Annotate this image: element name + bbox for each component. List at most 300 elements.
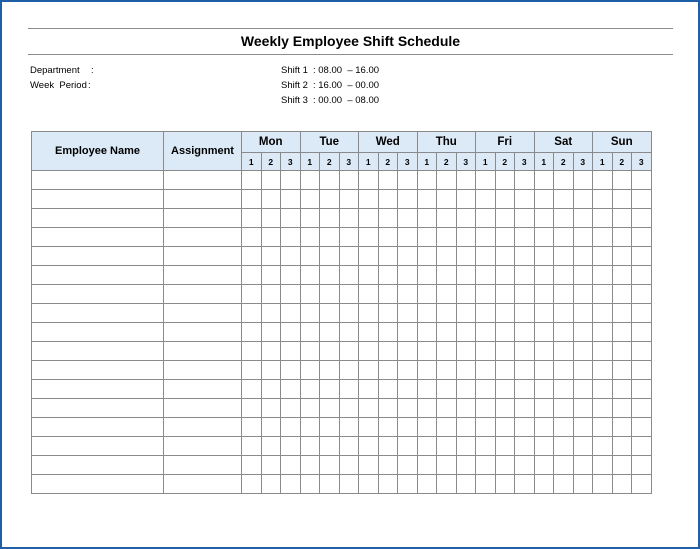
shift-cell[interactable] xyxy=(573,361,593,380)
shift-cell[interactable] xyxy=(632,190,652,209)
shift-cell[interactable] xyxy=(573,190,593,209)
shift-cell[interactable] xyxy=(593,285,613,304)
shift-cell[interactable] xyxy=(281,475,301,494)
shift-cell[interactable] xyxy=(242,437,262,456)
shift-cell[interactable] xyxy=(495,190,515,209)
shift-cell[interactable] xyxy=(398,247,418,266)
shift-cell[interactable] xyxy=(632,323,652,342)
shift-cell[interactable] xyxy=(339,190,359,209)
shift-cell[interactable] xyxy=(612,266,632,285)
shift-cell[interactable] xyxy=(573,247,593,266)
shift-cell[interactable] xyxy=(593,475,613,494)
shift-cell[interactable] xyxy=(554,342,574,361)
shift-cell[interactable] xyxy=(242,266,262,285)
assignment-cell[interactable] xyxy=(164,437,242,456)
shift-cell[interactable] xyxy=(593,209,613,228)
shift-cell[interactable] xyxy=(320,266,340,285)
shift-cell[interactable] xyxy=(242,247,262,266)
shift-cell[interactable] xyxy=(495,361,515,380)
shift-cell[interactable] xyxy=(632,456,652,475)
shift-cell[interactable] xyxy=(320,304,340,323)
shift-cell[interactable] xyxy=(554,475,574,494)
shift-cell[interactable] xyxy=(515,247,535,266)
shift-cell[interactable] xyxy=(261,399,281,418)
shift-cell[interactable] xyxy=(320,190,340,209)
shift-cell[interactable] xyxy=(242,228,262,247)
shift-cell[interactable] xyxy=(359,361,379,380)
shift-cell[interactable] xyxy=(437,304,457,323)
shift-cell[interactable] xyxy=(476,247,496,266)
shift-cell[interactable] xyxy=(339,361,359,380)
shift-cell[interactable] xyxy=(300,209,320,228)
shift-cell[interactable] xyxy=(320,361,340,380)
shift-cell[interactable] xyxy=(534,456,554,475)
shift-cell[interactable] xyxy=(534,475,554,494)
shift-cell[interactable] xyxy=(612,380,632,399)
shift-cell[interactable] xyxy=(612,228,632,247)
shift-cell[interactable] xyxy=(339,399,359,418)
shift-cell[interactable] xyxy=(417,323,437,342)
shift-cell[interactable] xyxy=(378,171,398,190)
shift-cell[interactable] xyxy=(456,190,476,209)
shift-cell[interactable] xyxy=(398,171,418,190)
shift-cell[interactable] xyxy=(612,437,632,456)
shift-cell[interactable] xyxy=(573,475,593,494)
shift-cell[interactable] xyxy=(320,171,340,190)
shift-cell[interactable] xyxy=(534,380,554,399)
shift-cell[interactable] xyxy=(378,456,398,475)
shift-cell[interactable] xyxy=(320,285,340,304)
shift-cell[interactable] xyxy=(515,304,535,323)
shift-cell[interactable] xyxy=(515,437,535,456)
shift-cell[interactable] xyxy=(593,342,613,361)
shift-cell[interactable] xyxy=(593,228,613,247)
shift-cell[interactable] xyxy=(339,456,359,475)
shift-cell[interactable] xyxy=(378,418,398,437)
shift-cell[interactable] xyxy=(554,304,574,323)
shift-cell[interactable] xyxy=(632,361,652,380)
shift-cell[interactable] xyxy=(281,380,301,399)
shift-cell[interactable] xyxy=(573,380,593,399)
shift-cell[interactable] xyxy=(476,323,496,342)
assignment-cell[interactable] xyxy=(164,361,242,380)
shift-cell[interactable] xyxy=(398,342,418,361)
shift-cell[interactable] xyxy=(534,437,554,456)
shift-cell[interactable] xyxy=(593,304,613,323)
shift-cell[interactable] xyxy=(476,437,496,456)
assignment-cell[interactable] xyxy=(164,418,242,437)
shift-cell[interactable] xyxy=(456,285,476,304)
shift-cell[interactable] xyxy=(300,437,320,456)
shift-cell[interactable] xyxy=(378,266,398,285)
shift-cell[interactable] xyxy=(573,266,593,285)
employee-name-cell[interactable] xyxy=(32,456,164,475)
shift-cell[interactable] xyxy=(534,285,554,304)
shift-cell[interactable] xyxy=(534,266,554,285)
shift-cell[interactable] xyxy=(437,342,457,361)
shift-cell[interactable] xyxy=(398,418,418,437)
shift-cell[interactable] xyxy=(320,380,340,399)
shift-cell[interactable] xyxy=(300,361,320,380)
shift-cell[interactable] xyxy=(495,228,515,247)
shift-cell[interactable] xyxy=(534,171,554,190)
shift-cell[interactable] xyxy=(554,266,574,285)
shift-cell[interactable] xyxy=(456,247,476,266)
shift-cell[interactable] xyxy=(495,304,515,323)
shift-cell[interactable] xyxy=(534,190,554,209)
shift-cell[interactable] xyxy=(495,171,515,190)
shift-cell[interactable] xyxy=(359,437,379,456)
shift-cell[interactable] xyxy=(495,456,515,475)
shift-cell[interactable] xyxy=(281,209,301,228)
shift-cell[interactable] xyxy=(339,247,359,266)
shift-cell[interactable] xyxy=(437,437,457,456)
shift-cell[interactable] xyxy=(612,323,632,342)
shift-cell[interactable] xyxy=(242,304,262,323)
shift-cell[interactable] xyxy=(534,304,554,323)
shift-cell[interactable] xyxy=(417,456,437,475)
shift-cell[interactable] xyxy=(554,361,574,380)
shift-cell[interactable] xyxy=(359,399,379,418)
shift-cell[interactable] xyxy=(612,304,632,323)
shift-cell[interactable] xyxy=(476,342,496,361)
shift-cell[interactable] xyxy=(632,171,652,190)
shift-cell[interactable] xyxy=(515,380,535,399)
shift-cell[interactable] xyxy=(495,266,515,285)
shift-cell[interactable] xyxy=(320,247,340,266)
shift-cell[interactable] xyxy=(300,399,320,418)
shift-cell[interactable] xyxy=(515,456,535,475)
shift-cell[interactable] xyxy=(378,247,398,266)
shift-cell[interactable] xyxy=(515,228,535,247)
shift-cell[interactable] xyxy=(320,418,340,437)
shift-cell[interactable] xyxy=(398,190,418,209)
shift-cell[interactable] xyxy=(554,418,574,437)
shift-cell[interactable] xyxy=(281,437,301,456)
shift-cell[interactable] xyxy=(261,361,281,380)
shift-cell[interactable] xyxy=(359,418,379,437)
shift-cell[interactable] xyxy=(456,475,476,494)
shift-cell[interactable] xyxy=(417,342,437,361)
shift-cell[interactable] xyxy=(281,190,301,209)
shift-cell[interactable] xyxy=(573,323,593,342)
shift-cell[interactable] xyxy=(632,418,652,437)
shift-cell[interactable] xyxy=(242,342,262,361)
shift-cell[interactable] xyxy=(300,171,320,190)
shift-cell[interactable] xyxy=(612,399,632,418)
shift-cell[interactable] xyxy=(593,247,613,266)
shift-cell[interactable] xyxy=(476,475,496,494)
shift-cell[interactable] xyxy=(437,418,457,437)
shift-cell[interactable] xyxy=(495,437,515,456)
shift-cell[interactable] xyxy=(261,380,281,399)
shift-cell[interactable] xyxy=(632,399,652,418)
shift-cell[interactable] xyxy=(261,247,281,266)
shift-cell[interactable] xyxy=(554,456,574,475)
shift-cell[interactable] xyxy=(573,171,593,190)
shift-cell[interactable] xyxy=(242,209,262,228)
shift-cell[interactable] xyxy=(437,456,457,475)
shift-cell[interactable] xyxy=(261,171,281,190)
shift-cell[interactable] xyxy=(261,304,281,323)
shift-cell[interactable] xyxy=(437,190,457,209)
shift-cell[interactable] xyxy=(534,361,554,380)
shift-cell[interactable] xyxy=(573,399,593,418)
shift-cell[interactable] xyxy=(612,418,632,437)
shift-cell[interactable] xyxy=(515,342,535,361)
shift-cell[interactable] xyxy=(632,437,652,456)
shift-cell[interactable] xyxy=(554,380,574,399)
shift-cell[interactable] xyxy=(378,209,398,228)
shift-cell[interactable] xyxy=(261,475,281,494)
shift-cell[interactable] xyxy=(242,456,262,475)
shift-cell[interactable] xyxy=(359,342,379,361)
shift-cell[interactable] xyxy=(437,285,457,304)
shift-cell[interactable] xyxy=(339,323,359,342)
shift-cell[interactable] xyxy=(495,475,515,494)
employee-name-cell[interactable] xyxy=(32,171,164,190)
shift-cell[interactable] xyxy=(612,285,632,304)
shift-cell[interactable] xyxy=(437,266,457,285)
shift-cell[interactable] xyxy=(320,342,340,361)
shift-cell[interactable] xyxy=(476,171,496,190)
employee-name-cell[interactable] xyxy=(32,418,164,437)
shift-cell[interactable] xyxy=(417,418,437,437)
shift-cell[interactable] xyxy=(437,475,457,494)
shift-cell[interactable] xyxy=(593,266,613,285)
shift-cell[interactable] xyxy=(573,437,593,456)
shift-cell[interactable] xyxy=(476,285,496,304)
shift-cell[interactable] xyxy=(320,437,340,456)
shift-cell[interactable] xyxy=(573,209,593,228)
shift-cell[interactable] xyxy=(398,228,418,247)
shift-cell[interactable] xyxy=(300,380,320,399)
shift-cell[interactable] xyxy=(359,209,379,228)
shift-cell[interactable] xyxy=(612,171,632,190)
shift-cell[interactable] xyxy=(476,418,496,437)
shift-cell[interactable] xyxy=(242,399,262,418)
shift-cell[interactable] xyxy=(515,361,535,380)
shift-cell[interactable] xyxy=(378,437,398,456)
shift-cell[interactable] xyxy=(515,190,535,209)
shift-cell[interactable] xyxy=(554,285,574,304)
shift-cell[interactable] xyxy=(281,285,301,304)
shift-cell[interactable] xyxy=(261,266,281,285)
shift-cell[interactable] xyxy=(281,342,301,361)
shift-cell[interactable] xyxy=(398,475,418,494)
shift-cell[interactable] xyxy=(554,323,574,342)
shift-cell[interactable] xyxy=(339,437,359,456)
shift-cell[interactable] xyxy=(612,209,632,228)
shift-cell[interactable] xyxy=(417,380,437,399)
shift-cell[interactable] xyxy=(495,247,515,266)
shift-cell[interactable] xyxy=(417,190,437,209)
shift-cell[interactable] xyxy=(417,209,437,228)
shift-cell[interactable] xyxy=(261,456,281,475)
shift-cell[interactable] xyxy=(456,304,476,323)
shift-cell[interactable] xyxy=(437,228,457,247)
shift-cell[interactable] xyxy=(320,228,340,247)
assignment-cell[interactable] xyxy=(164,266,242,285)
shift-cell[interactable] xyxy=(281,266,301,285)
shift-cell[interactable] xyxy=(339,380,359,399)
shift-cell[interactable] xyxy=(534,418,554,437)
shift-cell[interactable] xyxy=(456,323,476,342)
employee-name-cell[interactable] xyxy=(32,399,164,418)
shift-cell[interactable] xyxy=(437,399,457,418)
shift-cell[interactable] xyxy=(632,304,652,323)
shift-cell[interactable] xyxy=(417,228,437,247)
shift-cell[interactable] xyxy=(281,399,301,418)
shift-cell[interactable] xyxy=(378,475,398,494)
shift-cell[interactable] xyxy=(300,418,320,437)
shift-cell[interactable] xyxy=(417,171,437,190)
shift-cell[interactable] xyxy=(261,323,281,342)
shift-cell[interactable] xyxy=(398,399,418,418)
employee-name-cell[interactable] xyxy=(32,342,164,361)
shift-cell[interactable] xyxy=(261,418,281,437)
shift-cell[interactable] xyxy=(359,456,379,475)
shift-cell[interactable] xyxy=(476,456,496,475)
assignment-cell[interactable] xyxy=(164,304,242,323)
shift-cell[interactable] xyxy=(534,342,554,361)
shift-cell[interactable] xyxy=(398,380,418,399)
shift-cell[interactable] xyxy=(515,399,535,418)
shift-cell[interactable] xyxy=(476,399,496,418)
employee-name-cell[interactable] xyxy=(32,304,164,323)
employee-name-cell[interactable] xyxy=(32,323,164,342)
shift-cell[interactable] xyxy=(554,399,574,418)
shift-cell[interactable] xyxy=(417,266,437,285)
shift-cell[interactable] xyxy=(534,399,554,418)
shift-cell[interactable] xyxy=(281,418,301,437)
employee-name-cell[interactable] xyxy=(32,475,164,494)
shift-cell[interactable] xyxy=(593,361,613,380)
shift-cell[interactable] xyxy=(612,190,632,209)
shift-cell[interactable] xyxy=(339,342,359,361)
shift-cell[interactable] xyxy=(593,418,613,437)
shift-cell[interactable] xyxy=(593,437,613,456)
assignment-cell[interactable] xyxy=(164,323,242,342)
shift-cell[interactable] xyxy=(476,380,496,399)
shift-cell[interactable] xyxy=(612,475,632,494)
shift-cell[interactable] xyxy=(242,190,262,209)
shift-cell[interactable] xyxy=(242,361,262,380)
shift-cell[interactable] xyxy=(300,342,320,361)
shift-cell[interactable] xyxy=(476,361,496,380)
employee-name-cell[interactable] xyxy=(32,209,164,228)
shift-cell[interactable] xyxy=(378,190,398,209)
shift-cell[interactable] xyxy=(281,304,301,323)
shift-cell[interactable] xyxy=(573,418,593,437)
assignment-cell[interactable] xyxy=(164,380,242,399)
assignment-cell[interactable] xyxy=(164,342,242,361)
assignment-cell[interactable] xyxy=(164,171,242,190)
shift-cell[interactable] xyxy=(398,323,418,342)
shift-cell[interactable] xyxy=(300,228,320,247)
shift-cell[interactable] xyxy=(417,247,437,266)
shift-cell[interactable] xyxy=(632,475,652,494)
shift-cell[interactable] xyxy=(456,342,476,361)
shift-cell[interactable] xyxy=(515,266,535,285)
shift-cell[interactable] xyxy=(456,437,476,456)
shift-cell[interactable] xyxy=(300,247,320,266)
shift-cell[interactable] xyxy=(437,171,457,190)
shift-cell[interactable] xyxy=(261,285,281,304)
shift-cell[interactable] xyxy=(632,266,652,285)
shift-cell[interactable] xyxy=(632,228,652,247)
shift-cell[interactable] xyxy=(612,247,632,266)
shift-cell[interactable] xyxy=(300,475,320,494)
shift-cell[interactable] xyxy=(515,323,535,342)
shift-cell[interactable] xyxy=(573,456,593,475)
shift-cell[interactable] xyxy=(417,437,437,456)
shift-cell[interactable] xyxy=(554,247,574,266)
employee-name-cell[interactable] xyxy=(32,228,164,247)
shift-cell[interactable] xyxy=(320,399,340,418)
shift-cell[interactable] xyxy=(300,285,320,304)
shift-cell[interactable] xyxy=(437,247,457,266)
shift-cell[interactable] xyxy=(515,418,535,437)
shift-cell[interactable] xyxy=(476,304,496,323)
shift-cell[interactable] xyxy=(242,418,262,437)
shift-cell[interactable] xyxy=(495,380,515,399)
shift-cell[interactable] xyxy=(242,171,262,190)
shift-cell[interactable] xyxy=(554,190,574,209)
shift-cell[interactable] xyxy=(242,285,262,304)
shift-cell[interactable] xyxy=(495,399,515,418)
shift-cell[interactable] xyxy=(300,456,320,475)
shift-cell[interactable] xyxy=(417,285,437,304)
shift-cell[interactable] xyxy=(359,380,379,399)
shift-cell[interactable] xyxy=(398,456,418,475)
shift-cell[interactable] xyxy=(554,171,574,190)
shift-cell[interactable] xyxy=(242,380,262,399)
shift-cell[interactable] xyxy=(612,361,632,380)
shift-cell[interactable] xyxy=(320,323,340,342)
shift-cell[interactable] xyxy=(378,323,398,342)
shift-cell[interactable] xyxy=(554,209,574,228)
shift-cell[interactable] xyxy=(281,228,301,247)
shift-cell[interactable] xyxy=(495,209,515,228)
employee-name-cell[interactable] xyxy=(32,266,164,285)
shift-cell[interactable] xyxy=(534,209,554,228)
shift-cell[interactable] xyxy=(378,228,398,247)
shift-cell[interactable] xyxy=(378,285,398,304)
shift-cell[interactable] xyxy=(359,266,379,285)
shift-cell[interactable] xyxy=(398,361,418,380)
assignment-cell[interactable] xyxy=(164,247,242,266)
shift-cell[interactable] xyxy=(359,475,379,494)
shift-cell[interactable] xyxy=(593,323,613,342)
shift-cell[interactable] xyxy=(339,171,359,190)
shift-cell[interactable] xyxy=(359,304,379,323)
shift-cell[interactable] xyxy=(359,323,379,342)
shift-cell[interactable] xyxy=(515,285,535,304)
shift-cell[interactable] xyxy=(398,304,418,323)
shift-cell[interactable] xyxy=(339,209,359,228)
shift-cell[interactable] xyxy=(515,475,535,494)
shift-cell[interactable] xyxy=(593,190,613,209)
employee-name-cell[interactable] xyxy=(32,361,164,380)
shift-cell[interactable] xyxy=(495,418,515,437)
shift-cell[interactable] xyxy=(261,190,281,209)
shift-cell[interactable] xyxy=(573,342,593,361)
shift-cell[interactable] xyxy=(359,228,379,247)
shift-cell[interactable] xyxy=(456,361,476,380)
shift-cell[interactable] xyxy=(261,228,281,247)
shift-cell[interactable] xyxy=(378,380,398,399)
